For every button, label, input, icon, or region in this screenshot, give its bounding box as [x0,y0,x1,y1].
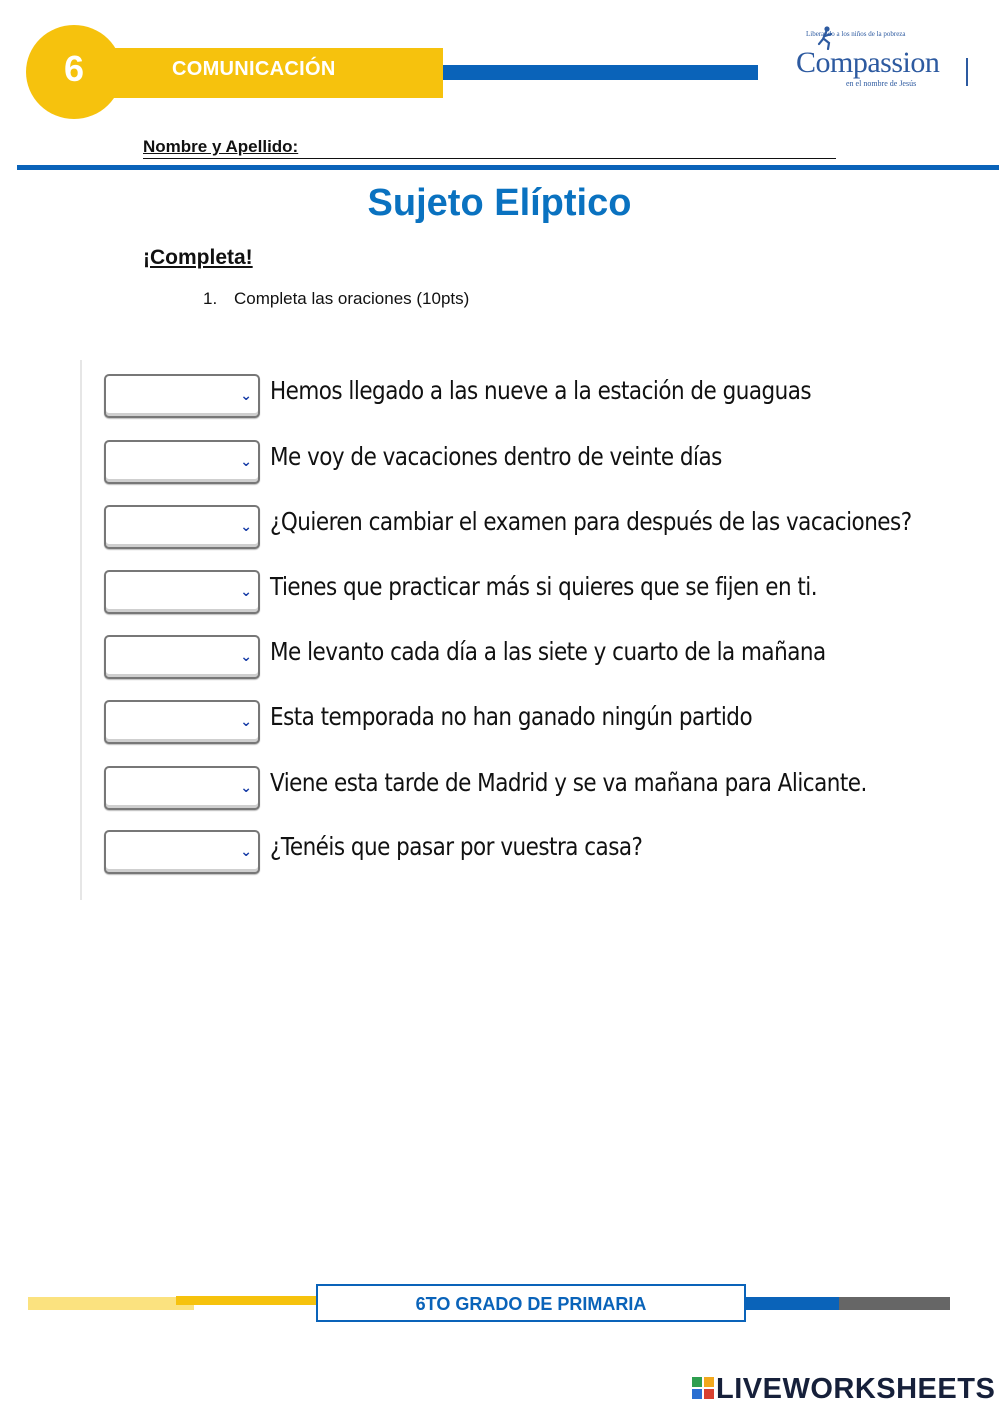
logo-divider [966,58,968,86]
chevron-down-icon: ⌄ [240,453,252,469]
chevron-down-icon: ⌄ [240,583,252,599]
footer-bar-gray [839,1297,950,1310]
item-instruction: Completa las oraciones (10pts) [234,289,470,308]
subject-label: COMUNICACIÓN [172,58,336,80]
sentence-text: Me voy de vacaciones dentro de veinte días [270,442,722,471]
sentence-text: ¿Quieren cambiar el examen para después de las vacaciones? [270,507,912,536]
page-title: Sujeto Elíptico [367,182,632,224]
compassion-logo [788,24,974,94]
header-divider [17,165,999,170]
sentence-row [104,633,924,683]
sentence-row [104,698,924,748]
sentence-text: Esta temporada no han ganado ningún partido [270,702,753,731]
chevron-down-icon: ⌄ [240,387,252,403]
exercise-border [80,360,82,900]
answer-dropdown[interactable] [104,700,260,744]
sentence-text: Tienes que practicar más si quieres que se fijen en ti. [270,572,818,601]
sentence-text: ¿Tenéis que pasar por vuestra casa? [270,832,643,861]
chevron-down-icon: ⌄ [240,713,252,729]
sentence-row [104,568,924,618]
grade-number: 6 [63,48,85,89]
answer-dropdown[interactable] [104,505,260,549]
instruction-heading: ¡Completa! [143,246,253,269]
sentence-row [104,372,924,422]
item-number: 1. [203,289,218,308]
name-label: Nombre y Apellido: [143,137,299,156]
sentence-row [104,764,924,814]
footer-bar-blue [745,1297,839,1310]
sentence-text: Hemos llegado a las nueve a la estación de guaguas [270,376,812,405]
logo-brand: Compassion [796,46,940,79]
chevron-down-icon: ⌄ [240,779,252,795]
answer-dropdown[interactable] [104,766,260,810]
chevron-down-icon: ⌄ [240,648,252,664]
footer-bar-light-yellow [28,1297,194,1310]
answer-dropdown[interactable] [104,440,260,484]
answer-dropdown[interactable] [104,635,260,679]
exercise-panel [80,360,925,900]
answer-dropdown[interactable] [104,830,260,874]
footer-bar-yellow [176,1296,318,1305]
logo-subtitle: en el nombre de Jesús [846,79,917,88]
header-accent-bar [443,65,758,80]
sentence-row [104,503,924,553]
sentence-text: Viene esta tarde de Madrid y se va mañana para Alicante. [270,768,867,797]
answer-dropdown[interactable] [104,374,260,418]
sentence-row [104,438,924,488]
answer-dropdown[interactable] [104,570,260,614]
chevron-down-icon: ⌄ [240,518,252,534]
sentence-row [104,828,924,878]
liveworksheets-watermark: LIVEWORKSHEETS [716,1373,996,1405]
footer-grade-text: 6TO GRADO DE PRIMARIA [415,1294,647,1314]
liveworksheets-logo-icon [692,1377,714,1399]
chevron-down-icon: ⌄ [240,843,252,859]
logo-tagline: Liberando a los niños de la pobreza [806,30,906,38]
sentence-text: Me levanto cada día a las siete y cuarto de la mañana [270,637,826,666]
